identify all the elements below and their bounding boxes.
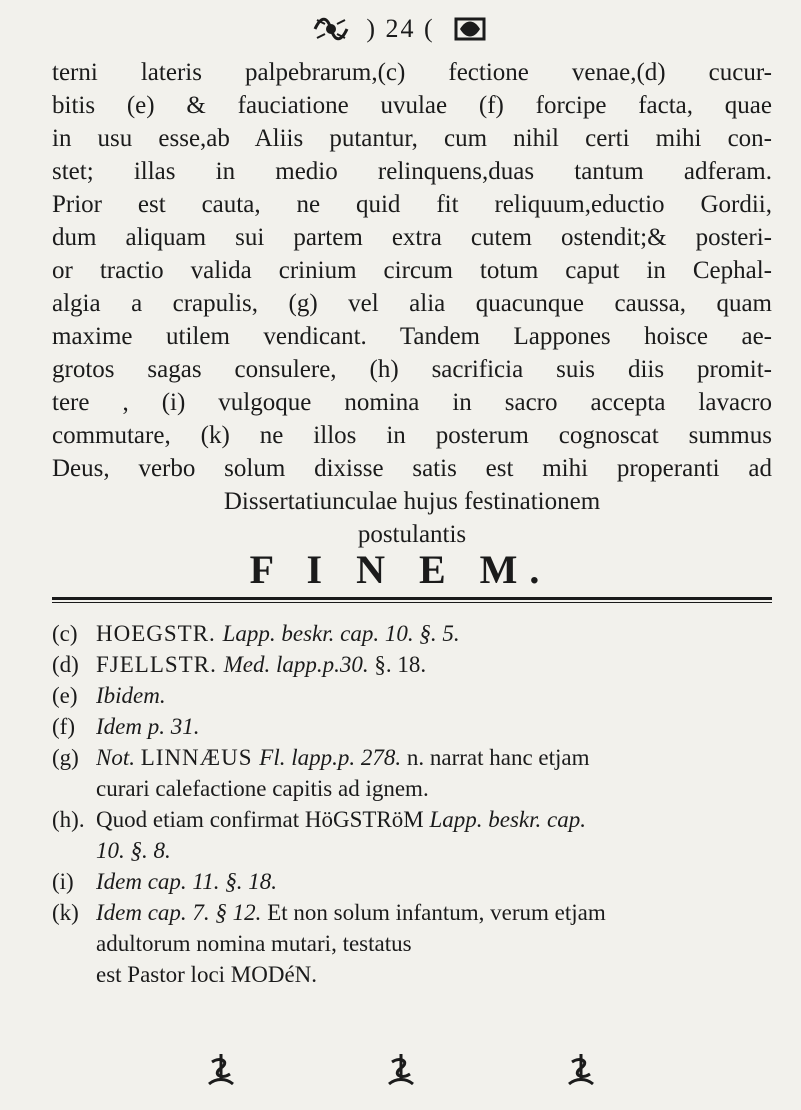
footnote [52,897,772,928]
footnote-segment: n. narrat hanc etjam [406,745,590,770]
text-line: grotos sagas consulere, (h) sacrificia suis diis promit- [52,356,772,383]
text-line: tere , (i) vulgoque nomina in sacro accepta lavacro [52,389,772,416]
footnote-marker: (k) [52,900,79,925]
footnote [52,866,772,897]
text-line: postulantis [357,521,467,548]
text-line: dum aliquam sui partem extra cutem ostendit;& posteri- [52,224,772,251]
footnote-segment: Idem cap. 11. §. 18. [96,869,277,894]
footer-ornaments [0,1052,801,1092]
text-line: stet; illas in medio relinquens,duas tantum adferam. [52,158,772,185]
footnote-segment: §. 18. [374,652,427,677]
footnote-text [96,804,772,835]
footnote [52,773,772,804]
footnote-marker: (f) [52,714,75,739]
text-line: commutare, (k) ne illos in posterum cognoscat summus [52,422,772,449]
text-line: terni lateris palpebrarum,(c) fectione venae,(d) cucur- [52,59,772,86]
footnote-segment: Lapp. beskr. cap. 10. §. 5. [222,621,460,646]
footnote [52,742,772,773]
footnote-text [96,959,772,990]
footnote [52,618,772,649]
footnote-text [96,618,772,649]
footnote [52,959,772,990]
footnote-text [96,866,772,897]
footnote-segment: est Pastor loci MODéN. [96,962,318,987]
running-header [0,6,801,52]
text-line: bitis (e) & fauciatione uvulae (f) forcipe facta, quae [52,92,772,119]
footnote-segment: HOEGSTR. [96,621,223,646]
footnote [52,835,772,866]
footnote-segment: Idem cap. 7. § 12. [96,900,268,925]
footnote [52,711,772,742]
text-line: or tractio valida crinium circum totum caput in Cephal- [52,257,772,284]
footnote [52,804,772,835]
fleuron-icon [386,1052,416,1088]
footnote [52,649,772,680]
footnote-text [96,773,772,804]
footnote-segment: Idem p. 31. [96,714,200,739]
footnote-segment: LINNÆUS [140,745,260,770]
text-line: algia a crapulis, (g) vel alia quacunque caussa, quam [52,290,772,317]
finem-heading: F I N E M. [249,547,552,592]
fleuron-icon [206,1052,236,1088]
footnote-marker: (g) [52,745,79,770]
footnote-segment: Quod etiam confirmat HöGSTRöM [96,807,430,832]
footnote-segment: Et non solum infantum, verum etjam [267,900,606,925]
footnotes [52,618,772,990]
footnote-marker: (c) [52,621,78,646]
footnote-segment: FJELLSTR. [96,652,224,677]
footnote-text [96,742,772,773]
footnote-segment: Fl. lapp.p. 278. [259,745,407,770]
footnote-marker: (i) [52,869,74,894]
page-number: ) 24 ( [366,14,435,43]
text-line: in usu esse,ab Aliis putantur, cum nihil certi mihi con- [52,125,772,152]
separator-rule-thin [52,602,772,603]
footnote-marker: (e) [52,683,78,708]
footnote-text [96,835,772,866]
footnote-text [96,649,772,680]
text-line: Dissertatiunculae hujus festinationem [223,488,601,515]
footnote-text [96,897,772,928]
footnote-text [96,928,772,959]
footnote-segment: curari calefactione capitis ad ignem. [96,776,429,801]
footnote-segment: Ibidem. [96,683,166,708]
fleuron-icon [447,12,493,46]
text-line: maxime utilem vendicant. Tandem Lappones hoisce ae- [52,323,772,350]
footnote-text [96,711,772,742]
footnote-marker: (h). [52,807,85,832]
text-line: Prior est cauta, ne quid fit reliquum,eductio Gordii, [52,191,772,218]
text-line: Deus, verbo solum dixisse satis est mihi properanti ad [52,455,772,482]
separator-rule [52,597,772,600]
footnote-segment: Med. lapp.p.30. [223,652,375,677]
footnote [52,680,772,711]
fleuron-icon [308,12,354,46]
footnote-marker: (d) [52,652,79,677]
footnote-segment: Not. [96,745,141,770]
footnote-segment: adultorum nomina mutari, testatus [96,931,412,956]
fleuron-icon [566,1052,596,1088]
footnote-segment: Lapp. beskr. cap. [429,807,586,832]
footnote-text [96,680,772,711]
footnote [52,928,772,959]
main-text [52,56,772,551]
footnote-segment: 10. §. 8. [96,838,171,863]
